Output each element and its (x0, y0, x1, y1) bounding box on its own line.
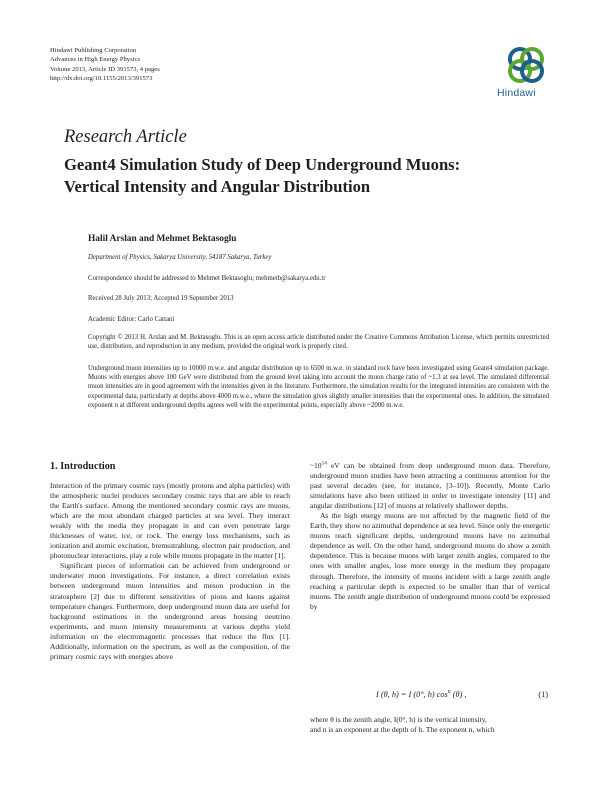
equation-lhs: I (θ, h) = I (0°, h) cos (376, 690, 448, 699)
received-accepted-dates: Received 28 July 2013; Accepted 19 September 2013 (88, 295, 234, 302)
title-line-1: Geant4 Simulation Study of Deep Underground Muons: (64, 155, 461, 174)
after-equation-line-1: where θ is the zenith angle, I(0°, h) is the vertical intensity, (310, 715, 487, 724)
hindawi-logo-text: Hindawi (497, 87, 536, 99)
journal-header (50, 46, 160, 84)
section-heading-introduction: 1. Introduction (50, 461, 116, 472)
intro-paragraph-4: As the high energy muons are not affected by the magnetic field of the Earth, they show no azimuthal dependence at sea level. Since only the energetic muons reach significant depths, underground muons have no azimuthal dependence as well. On the other hand, underground muons do show a zenith dependence. This is because muons with larger zenith angles, compared to the ones with smaller angles, lose more energy in the medium they propagate through. Therefore, the intensity of muons incident with a large zenith angle reaching a particular depth is expected to be smaller than that of vertical muons. The zenith angle distribution of underground muons could be expressed by (310, 511, 550, 611)
left-column (50, 481, 290, 662)
right-column-continued (310, 715, 550, 735)
affiliation: Department of Physics, Sakarya University, 54187 Sakarya, Turkey (88, 254, 272, 261)
equation-1 (310, 690, 550, 704)
intro-paragraph-1: Interaction of the primary cosmic rays (mostly protons and alpha particles) with the atmospheric nuclei produces secondary cosmic rays that are able to reach the Earth's surface. Among the mentioned secondary cosmic rays are muons, which are the most abundant charged particles at sea level. They interact weakly with the media they propagate in and can even penetrate large thicknesses of water, ice, or rock. The energy loss mechanisms, such as ionization and atomic excitation, bremsstrahlung, electron pair production, and photonuclear interactions, play a role while muons propagate in the matter [1]. (50, 481, 290, 561)
authors: Halil Arslan and Mehmet Bektasoglu (88, 234, 237, 244)
correspondence: Correspondence should be addressed to Mehmet Bektasoglu; mehmetb@sakarya.edu.tr (88, 275, 326, 282)
intro-paragraph-3 (310, 461, 550, 511)
right-column (310, 461, 550, 612)
hindawi-logo (497, 44, 555, 99)
title-line-2: Vertical Intensity and Angular Distribution (64, 177, 371, 196)
journal-name: Advances in High Energy Physics (50, 56, 140, 64)
volume-info: Volume 2013, Article ID 391573, 4 pages (50, 65, 160, 73)
academic-editor: Academic Editor: Carlo Cattani (88, 316, 175, 323)
article-type: Research Article (64, 127, 187, 147)
after-equation-line-2: and n is an exponent at the depth of h. The exponent n, which (310, 725, 495, 735)
doi-link[interactable]: http://dx.doi.org/10.1155/2013/391573 (50, 75, 153, 83)
copyright-notice: Copyright © 2013 H. Arslan and M. Bektasoglu. This is an open access article distributed under the Creative Commons Attribution License, which permits unrestricted use, distribution, and reproduction in any medium, provided the original work is properly cited. (88, 334, 549, 350)
intro-paragraph-2: Significant pieces of information can be achieved from underground or underwater muon investigations. For instance, a direct correlation exists between underground muon intensities and meson production in the stratosphere [2] due to different sensitivities of pions and kaons against temperature changes. Furthermore, deep underground muon data are useful for background estimations in the underground areas housing neutrino experiments, and muon intensity measurements at various depths yield information on the electromagnetic processes that reduce the flux [1]. Additionally, information on the spectrum, as well as the composition, of the primary cosmic rays with energies above (50, 561, 290, 661)
publisher-name: Hindawi Publishing Corporation (50, 47, 137, 54)
energy-prefix: ~10 (310, 461, 322, 470)
abstract: Underground muon intensities up to 10000 m.w.e. and angular distribution up to 6500 m.w.e. in standard rock have been investigated using Geant4 simulation package. Muons with energies above 100 GeV were distributed from the ground level taking into account the muon charge ratio of ~1.3 at sea level. The simulated differential muon intensities are in good agreement with the intensities given in the literature. Furthermore, the simulation results for the integrated intensities are consistent with the experimental data, particularly at depths above 4000 m.w.e., where the simulation gives slightly smaller intensities than the experimental ones. In addition, the simulated exponent n at different underground depths agrees well with the experimental points, especially above ~2000 m.w.e. (88, 365, 549, 409)
equation-number: (1) (538, 690, 548, 699)
equation-exponent: n (447, 689, 451, 696)
intro-paragraph-3-text: eV can be obtained from deep underground muon data. Therefore, underground muon studies have been attracting a continuous attention for the past several decades (see, for instance, [3–10]). Recently, Monte Carlo simulations have also been utilized in order to investigate intensity [11] and angular distributions [12] of muons at relatively shallower depths. (310, 461, 550, 511)
paper-title (64, 154, 544, 198)
energy-exponent: 14 (321, 460, 327, 467)
equation-rhs: (θ) , (450, 690, 467, 699)
equation-body (376, 690, 466, 699)
hindawi-rings-icon (505, 44, 547, 86)
